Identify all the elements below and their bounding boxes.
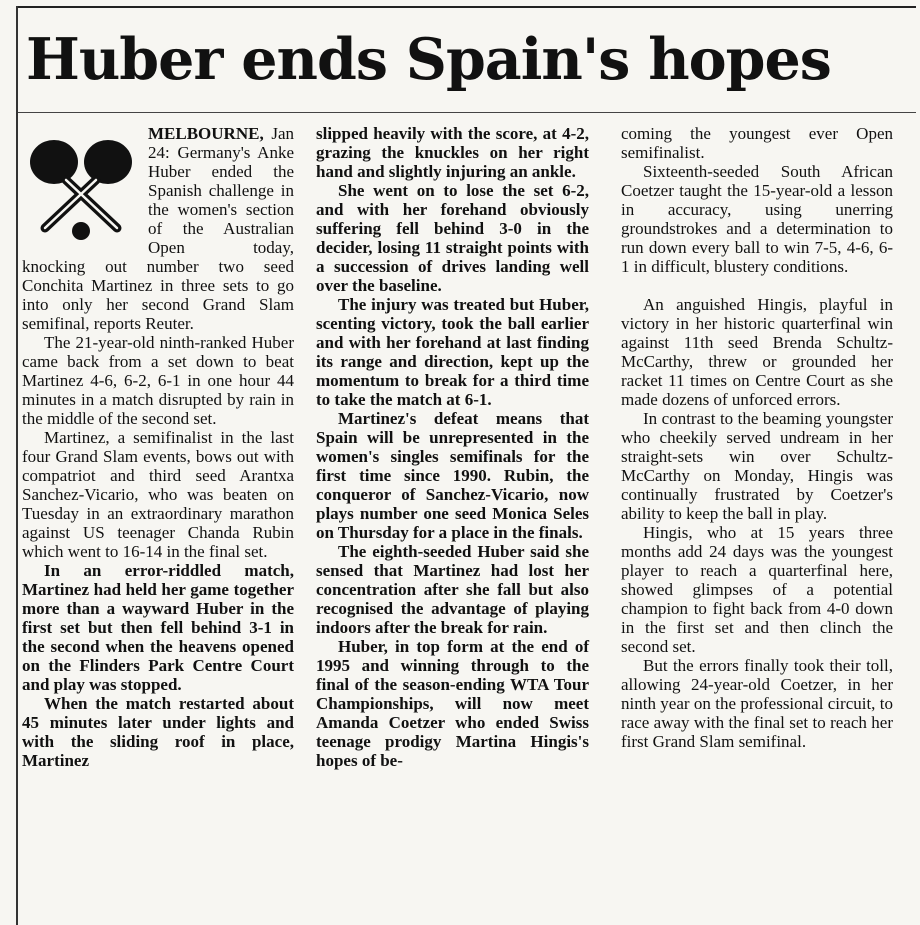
article-paragraph: Hingis, who at 15 years three months add 24 days was the youngest player to reach a quarterfinal here, showed glimpses of a potential champion to fight back from 4-0 down in the first set and then clinch the second set.: [621, 523, 893, 656]
article-paragraph: Martinez, a semifinalist in the last four Grand Slam events, bows out with compatriot and third seed Arantxa Sanchez-Vicario, who was beaten on Tuesday in an extraordinary marathon against US teenager Chanda Rubin which went to 16-14 in the final set.: [22, 428, 294, 561]
article-paragraph: In an error-riddled match, Martinez had held her game together more than a wayward Huber in the first set but then fell behind 3-1 in the second when the heavens opened on the Flinders Park Centre Court and play was stopped.: [22, 561, 294, 694]
article-paragraph: When the match restarted about 45 minutes later under lights and with the sliding roof in place, Martinez: [22, 694, 294, 770]
article-paragraph: In contrast to the beaming youngster who cheekily served undream in her straight-sets win over Schultz-McCarthy on Monday, Hingis was continually frustrated by Coetzer's ability to keep the ball in play.: [621, 409, 893, 523]
article-paragraph: But the errors finally took their toll, allowing 24-year-old Coetzer, in her ninth year on the professional circuit, to race away with the final set to reach her first Grand Slam semifinal.: [621, 656, 893, 751]
article-paragraph: Martinez's defeat means that Spain will be unrepresented in the women's singles semifinals for the first time since 1990. Rubin, the conqueror of Sanchez-Vicario, now plays number one seed Monica Seles on Thursday for a place in the finals.: [316, 409, 589, 542]
article-column-2: [316, 124, 589, 770]
article-column-3: [621, 124, 893, 751]
article-paragraph: The injury was treated but Huber, scenting victory, took the ball earlier and with her forehand at last finding its range and direction, kept up the momentum to break for a third time to take the match at 6-1.: [316, 295, 589, 409]
article-paragraph: coming the youngest ever Open semifinalist.: [621, 124, 893, 162]
headline: Huber ends Spain's hopes: [26, 26, 831, 93]
dateline: MELBOURNE,: [148, 124, 264, 143]
lead-text: Jan 24: Germany's Anke Huber ended the Spanish challenge in the women's section of the Australian Open today, knocking out number two seed Conchita Martinez in three sets to go into only her second Grand Slam semifinal, reports Reuter.: [22, 124, 294, 333]
article-paragraph: Sixteenth-seeded South African Coetzer taught the 15-year-old a lesson in accuracy, using unerring groundstrokes and a determination to run down every ball to win 7-5, 4-6, 6-1 in difficult, blustery conditions.: [621, 162, 893, 276]
tennis-rackets-and-ball-icon: [22, 132, 140, 242]
article-column-1: [22, 124, 294, 770]
headline-separator: [18, 112, 916, 113]
article-paragraph: She went on to lose the set 6-2, and with her forehand obviously suffering fell behind 3-0 in the decider, losing 11 straight points with a succession of drives landing well over the baseline.: [316, 181, 589, 295]
article-paragraph: Huber, in top form at the end of 1995 and winning through to the final of the season-ending WTA Tour Championships, will now meet Amanda Coetzer who ended Swiss teenage prodigy Martina Hingis's hopes of be-: [316, 637, 589, 770]
left-column-rule: [16, 6, 18, 925]
article-paragraph: The eighth-seeded Huber said she sensed that Martinez had lost her concentration after she fall but also recognised the advantage of playing indoors after the break for rain.: [316, 542, 589, 637]
article-paragraph: An anguished Hingis, playful in victory in her historic quarterfinal win against 11th seed Brenda Schultz-McCarthy, threw or grounded her racket 11 times on Centre Court as she made dozens of unforced errors.: [621, 295, 893, 409]
article-paragraph: The 21-year-old ninth-ranked Huber came back from a set down to beat Martinez 4-6, 6-2, 6-1 in one hour 44 minutes in a match disrupted by rain in the middle of the second set.: [22, 333, 294, 428]
top-rule: [18, 6, 916, 8]
article-paragraph: slipped heavily with the score, at 4-2, grazing the knuckles on her right hand and slightly injuring an ankle.: [316, 124, 589, 181]
